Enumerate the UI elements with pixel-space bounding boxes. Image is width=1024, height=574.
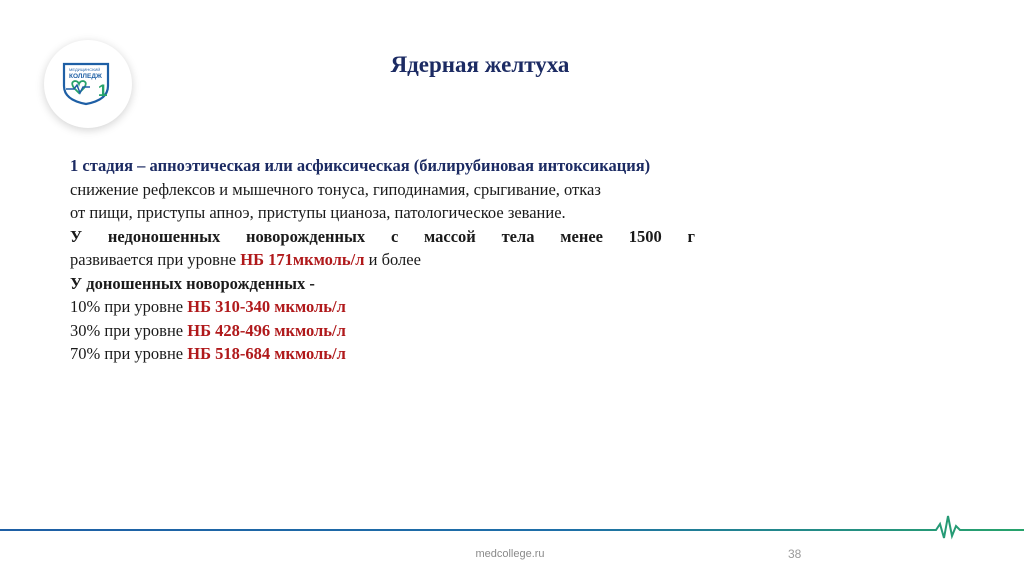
page-number: 38 (788, 547, 802, 561)
symptoms-line-1: снижение рефлексов и мышечного тонуса, гиподинамия, срыгивание, отказ (70, 179, 601, 199)
stage-heading: 1 стадия – апноэтическая или асфиксическая (билирубиновая интоксикация) (70, 156, 651, 175)
slide-title: Ядерная желтуха (390, 52, 570, 77)
level-line-1 (70, 295, 695, 319)
preterm-heading: У недоношенных новорожденных с массой тела менее 1500 г (70, 226, 695, 246)
footer-pulse-line (0, 512, 1024, 542)
preterm-prefix: развивается при уровне (70, 250, 241, 269)
preterm-value: НБ 171мкмоль/л (240, 250, 365, 269)
preterm-suffix: и более (364, 250, 421, 269)
logo-number: 1 (98, 81, 108, 100)
level-prefix: 10% при уровне (70, 297, 188, 316)
level-value: НБ 428-496 мкмоль/л (187, 320, 346, 340)
preterm-level-line (70, 248, 695, 272)
level-prefix: 70% при уровне (70, 344, 188, 363)
term-heading: У доношенных новорожденных - (70, 273, 315, 293)
slide-content (70, 154, 695, 366)
level-line-2 (70, 319, 695, 343)
level-value: НБ 310-340 мкмоль/л (187, 297, 346, 316)
symptoms-line-2: от пищи, приступы апноэ, приступы цианоза, патологическое зевание. (70, 203, 566, 222)
level-line-3 (70, 342, 695, 366)
level-prefix: 30% при уровне (70, 320, 188, 340)
logo-text-main: КОЛЛЕДЖ (69, 73, 102, 80)
level-value: НБ 518-684 мкмоль/л (187, 344, 346, 363)
logo-text-top: МЕДИЦИНСКИЙ (69, 67, 101, 72)
footer-url: medcollege.ru (475, 548, 545, 560)
